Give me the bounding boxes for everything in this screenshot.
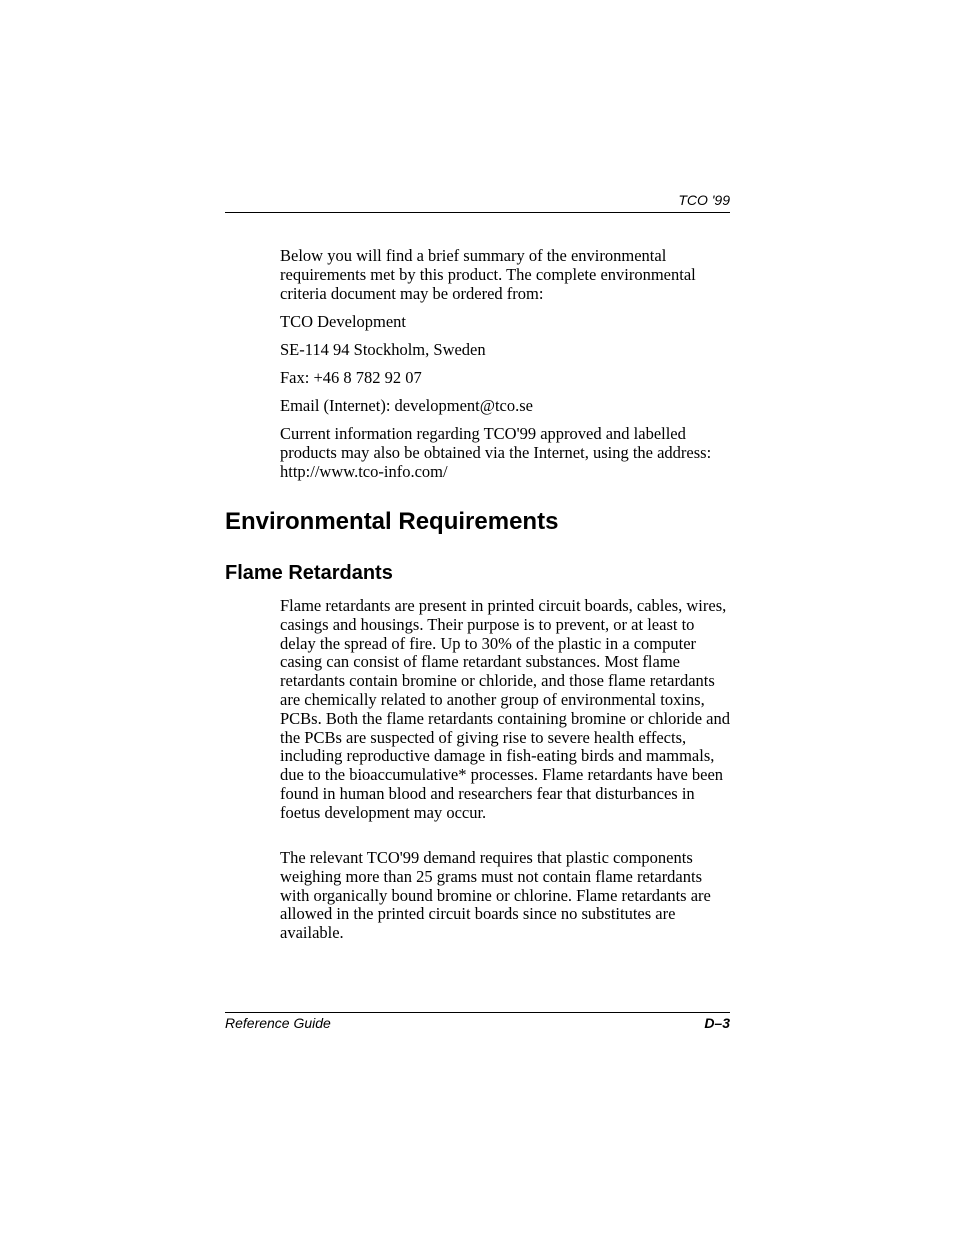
org-name: TCO Development (280, 312, 407, 331)
footer-rule (225, 1012, 730, 1013)
running-header: TCO '99 (678, 192, 730, 208)
intro-paragraph: Below you will find a brief summary of the environmental requirements met by this product. The complete environmental criteria document may be ordered from: (280, 246, 696, 303)
page-number: D–3 (704, 1015, 730, 1031)
section-heading: Environmental Requirements (225, 508, 559, 535)
header-rule (225, 212, 730, 213)
demand-paragraph: The relevant TCO'99 demand requires that plastic components weighing more than 25 grams must not contain flame retardants with organically bound bromine or chlorine. Flame retardants are allowed in the printed circuit boards since no substitutes are available. (280, 848, 711, 943)
org-fax: Fax: +46 8 782 92 07 (280, 368, 422, 387)
org-email: Email (Internet): development@tco.se (280, 396, 533, 415)
footer-guide-title: Reference Guide (225, 1015, 331, 1031)
internet-info-paragraph: Current information regarding TCO'99 approved and labelled products may also be obtained via the Internet, using the address: http://www.tco-info.com/ (280, 424, 712, 481)
subsection-heading: Flame Retardants (225, 562, 393, 584)
flame-retardants-paragraph: Flame retardants are present in printed circuit boards, cables, wires, casings and housings. Their purpose is to prevent, or at least to delay the spread of fire. Up to 30% of the plastic in a computer casing can consist of flame retardant substances. Most flame retardants contain bromine or chloride, and those flame retardants are chemically related to another group of environmental toxins, PCBs. Both the flame retardants containing bromine or chloride and the PCBs are suspected of giving rise to severe health effects, including reproductive damage in fish-eating birds and mammals, due to the bioaccumulative* processes. Flame retardants have been found in human blood and researchers fear that disturbances in foetus development may occur. (280, 596, 730, 822)
org-address: SE-114 94 Stockholm, Sweden (280, 340, 486, 359)
